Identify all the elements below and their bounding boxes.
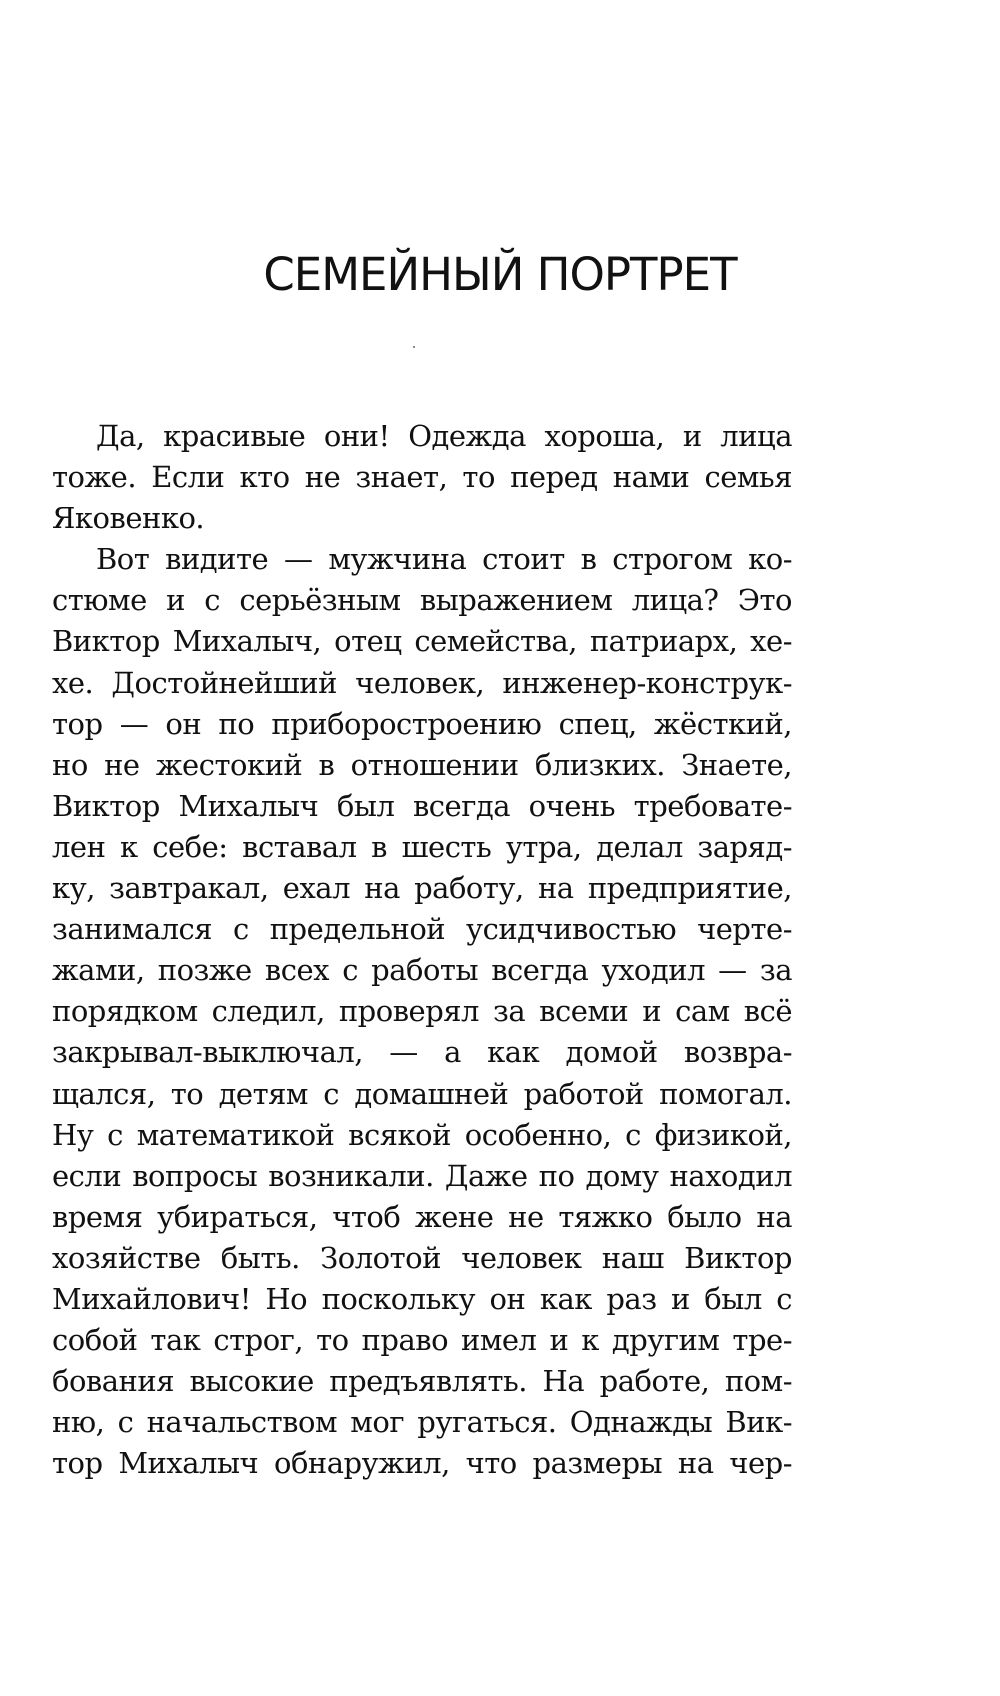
- text-line: Виктор Михалыч был всегда очень требовате-: [52, 788, 792, 823]
- text-line: лен к себе: вставал в шесть утра, делал заряд-: [52, 829, 792, 864]
- text-line: тоже. Если кто не знает, то перед нами семья: [52, 460, 792, 495]
- chapter-title: СЕМЕЙНЫЙ ПОРТРЕТ: [263, 248, 737, 301]
- text-line: собой так строг, то право имел и к другим тре-: [52, 1323, 792, 1358]
- text-line: Виктор Михалыч, отец семейства, патриарх, хе-: [52, 624, 792, 659]
- text-line: занимался с предельной усидчивостью черте-: [52, 912, 792, 947]
- text-line: закрывал-выключал, — а как домой возвра-: [52, 1035, 792, 1070]
- text-line: ку, завтракал, ехал на работу, на предприятие,: [52, 871, 792, 906]
- text-line: Вот видите — мужчина стоит в строгом ко-: [96, 542, 792, 577]
- text-line: время убираться, чтоб жене не тяжко было на: [52, 1199, 792, 1234]
- text-line: тор Михалыч обнаружил, что размеры на чер-: [52, 1446, 792, 1481]
- text-line: Ну с математикой всякой особенно, с физикой,: [52, 1117, 792, 1152]
- text-line: хозяйстве быть. Золотой человек наш Виктор: [52, 1240, 792, 1275]
- body-text: [52, 416, 792, 1484]
- decorative-dot: [413, 346, 415, 348]
- text-line: щался, то детям с домашней работой помогал.: [52, 1076, 792, 1111]
- text-line: Яковенко.: [52, 501, 205, 536]
- text-line: но не жестокий в отношении близких. Знаете,: [52, 747, 792, 782]
- text-line: жами, позже всех с работы всегда уходил — за: [52, 953, 792, 988]
- text-line: порядком следил, проверял за всеми и сам всё: [52, 994, 792, 1029]
- text-line: Михайлович! Но поскольку он как раз и был с: [52, 1281, 792, 1316]
- text-line: хе. Достойнейший человек, инженер-конструк-: [52, 665, 792, 700]
- text-line: бования высокие предъявлять. На работе, пом-: [52, 1364, 792, 1399]
- text-line: стюме и с серьёзным выражением лица? Это: [52, 583, 792, 618]
- text-line: если вопросы возникали. Даже по дому находил: [52, 1158, 792, 1193]
- text-line: тор — он по приборостроению спец, жёсткий,: [52, 706, 792, 741]
- text-line: Да, красивые они! Одежда хороша, и лица: [96, 419, 792, 453]
- text-line: ню, с начальством мог ругаться. Однажды Вик-: [52, 1405, 792, 1440]
